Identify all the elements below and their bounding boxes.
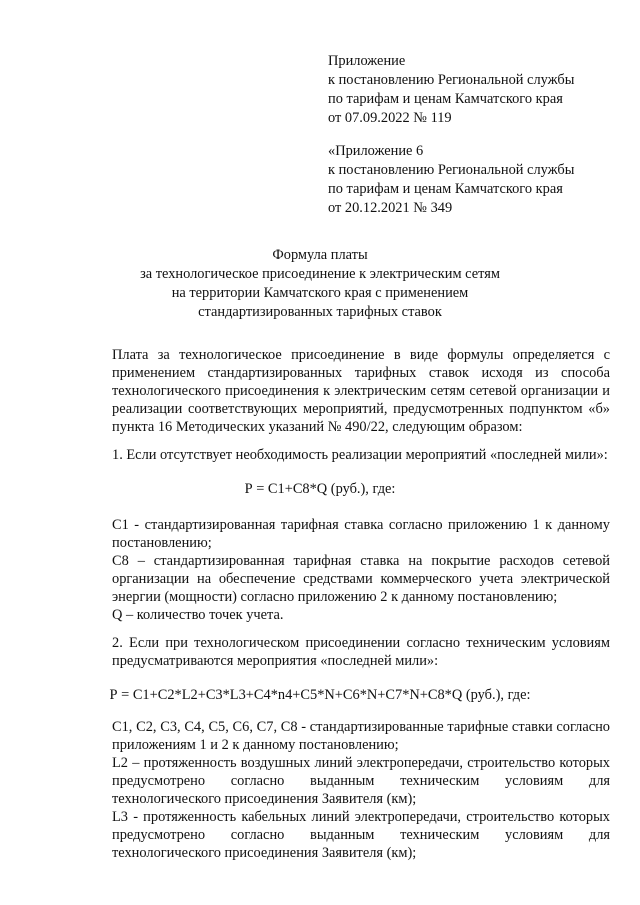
intro-paragraph — [112, 346, 610, 436]
definition-c8: С8 – стандартизированная тарифная ставка на покрытие расходов сетевой организации на обеспечение средствами коммерческого учета электрической энергии (мощности) согласно приложению 2 к данному постановлению; — [112, 553, 610, 605]
title-line2: за технологическое присоединение к электрическим сетям — [140, 266, 500, 282]
title-line1: Формула платы — [272, 247, 368, 263]
definition-l2: L2 – протяженность воздушных линий электропередачи, строительство которых предусмотрено согласно выданным техническим условиям для технологического присоединения Заявителя (км); — [112, 755, 610, 807]
case1-paragraph — [112, 446, 610, 464]
definition-c-all: С1, С2, С3, С4, С5, С6, С7, С8 - стандартизированные тарифные ставки согласно приложениям 1 и 2 к данному постановлению; — [112, 719, 610, 753]
definition-c1: С1 - стандартизированная тарифная ставка согласно приложению 1 к данному постановлению; — [112, 517, 610, 551]
case1-definitions — [112, 516, 610, 624]
case2-text: 2. Если при технологическом присоединении согласно техническим условиям предусматриваются мероприятия «последней мили»: — [112, 635, 610, 669]
intro-text: Плата за технологическое присоединение в виде формулы определяется с применением стандартизированных тарифных ставок исходя из способа технологического присоединения к электрическим сетям сетевой организации и реализации соответствующих мероприятий, предусмотренных подпунктом «б» пункта 16 Методических указаний № 490/22, следующим образом: — [112, 347, 610, 435]
definition-q: Q – количество точек учета. — [112, 607, 284, 623]
case1-formula: Р = С1+С8*Q (руб.), где: — [244, 481, 396, 497]
attachment-previous-line1: «Приложение 6 — [328, 143, 424, 159]
title-line3: на территории Камчатского края с применением — [171, 285, 469, 301]
definition-l3: L3 - протяженность кабельных линий электропередачи, строительство которых предусмотрено согласно выданным техническим условиям для технологического присоединения Заявителя (км); — [112, 809, 610, 861]
attachment-current-line4: от 07.09.2022 № 119 — [328, 110, 452, 126]
attachment-previous-line2: к постановлению Региональной службы — [328, 162, 575, 178]
attachment-previous-line3: по тарифам и ценам Камчатского края — [328, 181, 563, 197]
case2-formula: Р = С1+С2*L2+С3*L3+С4*n4+С5*N+С6*N+С7*N+С8*Q (руб.), где: — [109, 687, 531, 703]
attachment-current-line2: к постановлению Региональной службы — [328, 72, 575, 88]
attachment-current-line1: Приложение — [328, 53, 406, 69]
attachment-current-line3: по тарифам и ценам Камчатского края — [328, 91, 563, 107]
case2-definitions — [112, 718, 610, 862]
title-line4: стандартизированных тарифных ставок — [198, 304, 442, 320]
case2-paragraph — [112, 634, 610, 670]
attachment-previous-line4: от 20.12.2021 № 349 — [328, 200, 453, 216]
case1-text: 1. Если отсутствует необходимость реализации мероприятий «последней мили»: — [112, 447, 608, 463]
